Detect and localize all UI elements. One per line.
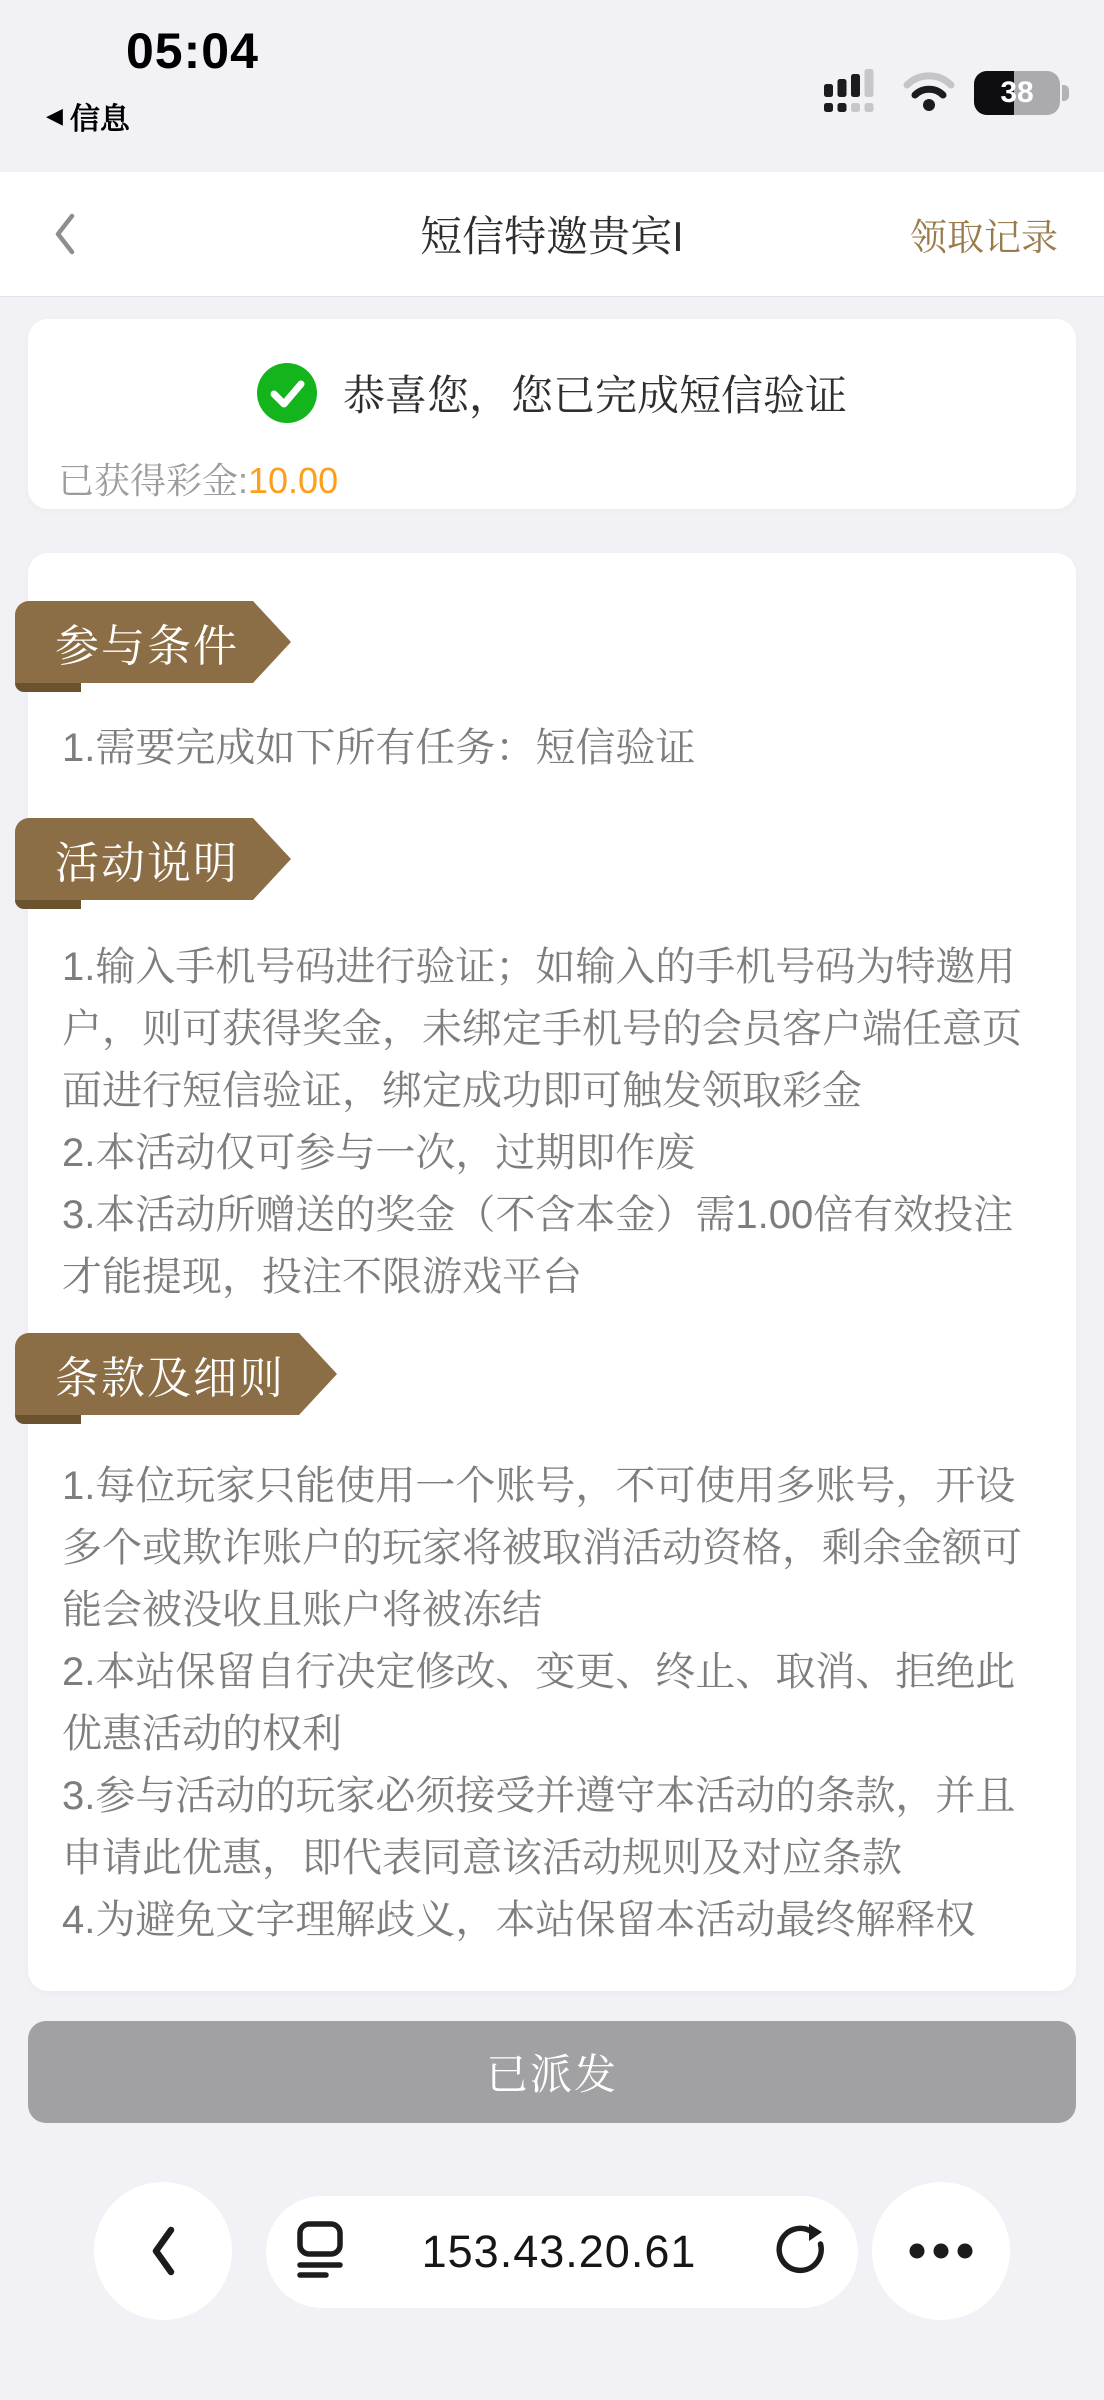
status-bar xyxy=(0,0,1104,172)
rule-item: 1.需要完成如下所有任务：短信验证 xyxy=(62,726,696,770)
battery-percent: 38 xyxy=(1000,75,1034,109)
reader-page-icon[interactable] xyxy=(296,2220,344,2285)
section-description-text xyxy=(28,936,1076,1308)
bonus-label: 已获得彩金: xyxy=(58,460,249,501)
verification-result-card xyxy=(28,319,1076,509)
status-icons xyxy=(824,66,1060,119)
page-title: 短信特邀贵宾I xyxy=(420,213,684,260)
claim-records-link[interactable]: 领取记录 xyxy=(910,217,1058,258)
bonus-value: 10.00 xyxy=(248,460,339,501)
chevron-left-icon xyxy=(145,2221,181,2281)
rule-item: 2.本活动仅可参与一次，过期即作废 xyxy=(62,1131,696,1175)
battery-icon xyxy=(974,71,1060,115)
battery-nub xyxy=(1062,85,1069,101)
browser-more-button[interactable] xyxy=(872,2182,1010,2320)
section-conditions-text xyxy=(28,717,1076,779)
address-bar[interactable] xyxy=(266,2196,858,2308)
ellipsis-icon xyxy=(907,2241,975,2261)
rule-item: 3.参与活动的玩家必须接受并遵守本活动的条款，并且申请此优惠，即代表同意该活动规则及对应条款 xyxy=(62,1774,1016,1880)
section-ribbon-description xyxy=(15,818,253,900)
cellular-dual-signal-icon xyxy=(824,66,884,119)
return-app-label: 信息 xyxy=(69,103,130,136)
bonus-line xyxy=(58,453,1076,504)
section-terms-text xyxy=(28,1455,1076,1951)
clock: 05:04 xyxy=(126,23,259,79)
nav-bar xyxy=(0,172,1104,297)
distributed-button[interactable]: 已派发 xyxy=(28,2021,1076,2123)
section-title: 条款及细则 xyxy=(55,1354,285,1403)
return-to-app-breadcrumb[interactable] xyxy=(46,94,130,138)
section-title: 参与条件 xyxy=(55,622,239,671)
url-text[interactable]: 153.43.20.61 xyxy=(421,2226,697,2277)
wifi-icon xyxy=(902,69,956,116)
activity-rules-card xyxy=(28,553,1076,1991)
refresh-icon[interactable] xyxy=(774,2223,828,2282)
section-ribbon-conditions xyxy=(15,601,253,683)
rule-item: 1.输入手机号码进行验证；如输入的手机号码为特邀用户，则可获得奖金，未绑定手机号的会员客户端任意页面进行短信验证，绑定成功即可触发领取彩金 xyxy=(62,945,1022,1113)
result-message: 恭喜您，您已完成短信验证 xyxy=(342,372,847,419)
back-triangle-icon: ◀ xyxy=(46,103,63,128)
rule-item: 3.本活动所赠送的奖金（不含本金）需1.00倍有效投注才能提现，投注不限游戏平台 xyxy=(62,1193,1014,1299)
section-ribbon-terms xyxy=(15,1333,299,1415)
check-circle-icon xyxy=(257,363,317,423)
rule-item: 1.每位玩家只能使用一个账号，不可使用多账号，开设多个或欺诈账户的玩家将被取消活动资格，剩余金额可能会被没收且账户将被冻结 xyxy=(62,1464,1022,1632)
browser-back-button[interactable] xyxy=(94,2182,232,2320)
page-content xyxy=(0,297,1104,2123)
section-title: 活动说明 xyxy=(55,839,239,888)
rule-item: 2.本站保留自行决定修改、变更、终止、取消、拒绝此优惠活动的权利 xyxy=(62,1650,1016,1756)
rule-item: 4.为避免文字理解歧义，本站保留本活动最终解释权 xyxy=(62,1898,976,1942)
result-row xyxy=(28,319,1076,423)
